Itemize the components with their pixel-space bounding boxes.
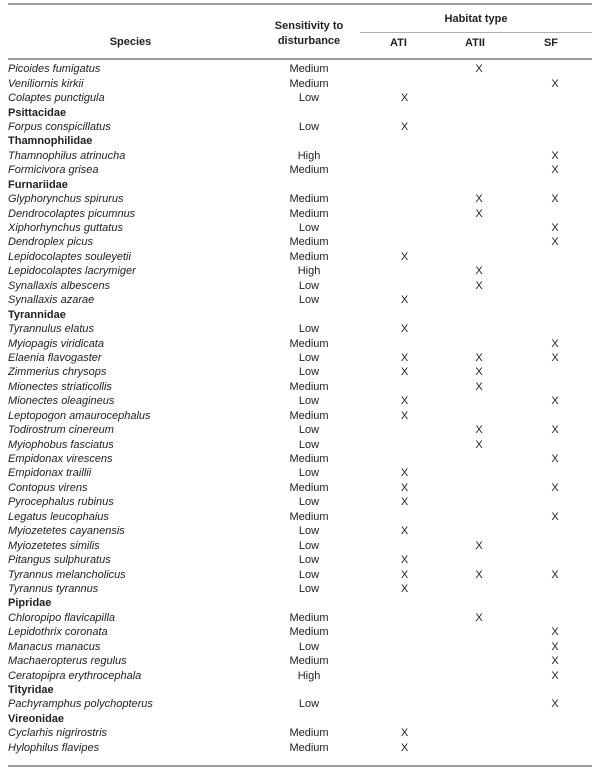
sf-cell (518, 380, 592, 394)
sensitivity-cell: Low (298, 467, 320, 480)
ati-cell: X (400, 294, 409, 307)
table-row (8, 437, 592, 451)
header-ati: ATI (390, 37, 407, 49)
species-name: Manacus manacus (8, 640, 101, 653)
sf-cell: X (551, 164, 559, 177)
table-row (8, 553, 592, 567)
sensitivity-cell: Low (298, 120, 320, 133)
sensitivity-cell: Low (298, 698, 320, 711)
sf-cell: X (551, 337, 559, 350)
ati-cell (369, 221, 440, 235)
sf-cell: X (551, 481, 559, 494)
atii-cell (440, 726, 518, 740)
atii-cell (440, 91, 518, 105)
species-name: Veniliornis kirkii (8, 77, 84, 90)
sf-cell: X (551, 568, 559, 581)
table-row (8, 293, 592, 307)
sf-cell (518, 741, 592, 755)
table-row (8, 466, 592, 480)
table-row (8, 423, 592, 437)
sensitivity-cell: Medium (289, 727, 329, 740)
table-row (8, 163, 592, 177)
sf-cell (518, 62, 592, 76)
table-row (8, 481, 592, 495)
table-row (8, 726, 592, 740)
atii-cell (440, 250, 518, 264)
ati-cell (369, 62, 440, 76)
species-name: Ceratopipra erythrocephala (8, 669, 142, 682)
sf-cell: X (551, 510, 559, 523)
ati-cell: X (400, 525, 409, 538)
species-name: Myiophobus fasciatus (8, 438, 114, 451)
family-row (8, 178, 592, 192)
family-name: Psittacidae (8, 106, 67, 119)
sf-cell (518, 250, 592, 264)
family-row (8, 307, 592, 321)
species-name: Pitangus sulphuratus (8, 554, 111, 567)
table-row (8, 336, 592, 350)
sf-cell: X (551, 222, 559, 235)
species-name: Mionectes oleagineus (8, 395, 115, 408)
ati-cell: X (400, 568, 409, 581)
species-name: Empidonax traillii (8, 467, 92, 480)
sf-cell: X (551, 698, 559, 711)
family-row (8, 105, 592, 119)
atii-cell (440, 394, 518, 408)
ati-cell: X (400, 554, 409, 567)
sensitivity-cell: Low (298, 438, 320, 451)
ati-cell (369, 163, 440, 177)
header-atii: ATII (465, 37, 485, 49)
species-name: Synallaxis azarae (8, 294, 95, 307)
sf-cell: X (551, 640, 559, 653)
species-name: Tyrannulus elatus (8, 323, 95, 336)
sensitivity-cell: Low (298, 554, 320, 567)
ati-cell: X (400, 395, 409, 408)
sensitivity-cell: Low (298, 568, 320, 581)
family-row (8, 712, 592, 726)
table-row (8, 538, 592, 552)
table-row (8, 235, 592, 249)
table-row (8, 76, 592, 90)
species-name: Legatus leucophaius (8, 510, 109, 523)
sensitivity-cell: Medium (289, 453, 329, 466)
ati-cell: X (400, 741, 409, 754)
sensitivity-cell: Low (298, 525, 320, 538)
atii-cell (440, 221, 518, 235)
ati-cell: X (400, 409, 409, 422)
species-name: Todirostrum cinereum (8, 424, 114, 437)
ati-cell (369, 206, 440, 220)
species-name: Lepidocolaptes souleyetii (8, 250, 131, 263)
sensitivity-cell: Medium (289, 193, 329, 206)
table-row (8, 668, 592, 682)
sensitivity-cell: Medium (289, 337, 329, 350)
ati-cell (369, 668, 440, 682)
header-rule (8, 58, 592, 60)
sensitivity-cell: Low (298, 539, 320, 552)
table-row (8, 365, 592, 379)
atii-cell (440, 163, 518, 177)
atii-cell: X (475, 438, 483, 451)
family-row (8, 134, 592, 148)
sensitivity-cell: Medium (289, 380, 329, 393)
species-name: Contopus virens (8, 481, 88, 494)
sf-cell (518, 322, 592, 336)
atii-cell: X (475, 380, 483, 393)
species-name: Tyrannus tyrannus (8, 582, 99, 595)
sensitivity-cell: High (297, 669, 321, 682)
ati-cell (369, 640, 440, 654)
atii-cell (440, 668, 518, 682)
ati-cell: X (400, 323, 409, 336)
sf-cell (518, 120, 592, 134)
table-row (8, 322, 592, 336)
species-name: Cyclarhis nigrirostris (8, 727, 108, 740)
atii-cell (440, 553, 518, 567)
ati-cell (369, 697, 440, 711)
atii-cell: X (475, 568, 483, 581)
sf-cell (518, 365, 592, 379)
sf-cell: X (551, 236, 559, 249)
sf-cell (518, 495, 592, 509)
bottom-rule (8, 765, 592, 767)
table-row (8, 380, 592, 394)
species-name: Empidonax virescens (8, 453, 113, 466)
sf-cell (518, 466, 592, 480)
sf-cell: X (551, 655, 559, 668)
table-row (8, 221, 592, 235)
sensitivity-cell: Medium (289, 164, 329, 177)
header-habitat-type: Habitat type (444, 13, 508, 25)
family-name: Pipridae (8, 597, 52, 610)
sensitivity-cell: Medium (289, 63, 329, 76)
atii-cell: X (475, 366, 483, 379)
ati-cell: X (400, 92, 409, 105)
atii-cell (440, 524, 518, 538)
atii-cell (440, 654, 518, 668)
species-name: Picoides fumigatus (8, 63, 101, 76)
header-sensitivity-line2: disturbance (277, 35, 341, 47)
atii-cell (440, 741, 518, 755)
sf-cell: X (551, 453, 559, 466)
ati-cell: X (400, 481, 409, 494)
sf-cell (518, 279, 592, 293)
table-body (8, 62, 592, 755)
sensitivity-cell: Low (298, 395, 320, 408)
atii-cell: X (475, 424, 483, 437)
sf-cell (518, 293, 592, 307)
table-row (8, 640, 592, 654)
sensitivity-cell: Low (298, 92, 320, 105)
species-name: Machaeropterus regulus (8, 655, 127, 668)
sf-cell (518, 726, 592, 740)
atii-cell (440, 336, 518, 350)
ati-cell: X (400, 250, 409, 263)
ati-cell: X (400, 366, 409, 379)
sf-cell: X (551, 149, 559, 162)
ati-cell: X (400, 120, 409, 133)
header-species: Species (109, 36, 152, 48)
sensitivity-cell: Low (298, 222, 320, 235)
atii-cell: X (475, 279, 483, 292)
sensitivity-cell: Medium (289, 77, 329, 90)
atii-cell (440, 409, 518, 423)
atii-cell (440, 510, 518, 524)
sensitivity-cell: Medium (289, 655, 329, 668)
atii-cell (440, 76, 518, 90)
sensitivity-cell: High (297, 265, 321, 278)
table-row (8, 279, 592, 293)
sensitivity-cell: Low (298, 323, 320, 336)
ati-cell (369, 380, 440, 394)
atii-cell (440, 582, 518, 596)
family-name: Tyrannidae (8, 308, 66, 321)
atii-cell (440, 293, 518, 307)
species-name: Elaenia flavogaster (8, 351, 102, 364)
family-row (8, 596, 592, 610)
ati-cell (369, 279, 440, 293)
family-name: Vireonidae (8, 712, 65, 725)
ati-cell (369, 149, 440, 163)
species-name: Dendrocolaptes picumnus (8, 207, 136, 220)
ati-cell: X (400, 496, 409, 509)
table-row (8, 495, 592, 509)
table-row (8, 611, 592, 625)
table-row (8, 351, 592, 365)
table-row (8, 250, 592, 264)
species-name: Pachyramphus polychopterus (8, 698, 153, 711)
sensitivity-cell: Low (298, 294, 320, 307)
species-name: Chloropipo flavicapilla (8, 611, 116, 624)
atii-cell (440, 495, 518, 509)
table-row (8, 206, 592, 220)
atii-cell (440, 466, 518, 480)
top-rule (8, 3, 592, 5)
sf-cell (518, 538, 592, 552)
species-name: Zimmerius chrysops (8, 366, 107, 379)
sf-cell (518, 524, 592, 538)
table-row (8, 567, 592, 581)
sf-cell: X (551, 351, 559, 364)
table-row (8, 394, 592, 408)
atii-cell (440, 322, 518, 336)
table-row (8, 120, 592, 134)
sf-cell (518, 553, 592, 567)
ati-cell (369, 538, 440, 552)
species-name: Mionectes striaticollis (8, 380, 112, 393)
species-name: Hylophilus flavipes (8, 741, 100, 754)
sf-cell: X (551, 626, 559, 639)
ati-cell (369, 192, 440, 206)
species-name: Xiphorhynchus guttatus (8, 222, 123, 235)
table-row (8, 91, 592, 105)
sensitivity-cell: Low (298, 279, 320, 292)
atii-cell: X (475, 539, 483, 552)
sensitivity-cell: Medium (289, 611, 329, 624)
table-row (8, 741, 592, 755)
species-name: Lepidothrix coronata (8, 626, 108, 639)
species-name: Myiozetetes similis (8, 539, 100, 552)
atii-cell (440, 625, 518, 639)
sf-cell: X (551, 424, 559, 437)
table-row (8, 264, 592, 278)
atii-cell: X (475, 351, 483, 364)
table-row (8, 524, 592, 538)
atii-cell (440, 481, 518, 495)
species-name: Pyrocephalus rubinus (8, 496, 114, 509)
ati-cell: X (400, 582, 409, 595)
sensitivity-cell: Low (298, 496, 320, 509)
table-row (8, 697, 592, 711)
sensitivity-cell: Low (298, 351, 320, 364)
sensitivity-cell: Medium (289, 741, 329, 754)
family-name: Furnariidae (8, 178, 68, 191)
species-name: Colaptes punctigula (8, 92, 105, 105)
sensitivity-cell: Medium (289, 207, 329, 220)
sensitivity-cell: Medium (289, 250, 329, 263)
table-row (8, 149, 592, 163)
table-row (8, 409, 592, 423)
sensitivity-cell: Medium (289, 409, 329, 422)
sf-cell (518, 611, 592, 625)
family-name: Thamnophilidae (8, 135, 93, 148)
sf-cell: X (551, 669, 559, 682)
species-name: Leptopogon amaurocephalus (8, 409, 151, 422)
ati-cell (369, 510, 440, 524)
ati-cell (369, 235, 440, 249)
sensitivity-cell: Low (298, 366, 320, 379)
atii-cell: X (475, 207, 483, 220)
ati-cell (369, 336, 440, 350)
species-name: Lepidocolaptes lacrymiger (8, 265, 136, 278)
table-row (8, 62, 592, 76)
header-sensitivity-line1: Sensitivity to (274, 20, 344, 32)
ati-cell (369, 452, 440, 466)
header-sf: SF (543, 37, 559, 49)
table-row (8, 625, 592, 639)
sf-cell: X (551, 395, 559, 408)
species-name: Dendroplex picus (8, 236, 93, 249)
atii-cell: X (475, 63, 483, 76)
sf-cell: X (551, 77, 559, 90)
table-row (8, 192, 592, 206)
sensitivity-cell: Medium (289, 510, 329, 523)
atii-cell (440, 640, 518, 654)
sf-cell (518, 437, 592, 451)
sensitivity-cell: High (297, 149, 321, 162)
ati-cell (369, 611, 440, 625)
table-row (8, 582, 592, 596)
sf-cell (518, 582, 592, 596)
sensitivity-cell: Low (298, 424, 320, 437)
atii-cell (440, 452, 518, 466)
family-row (8, 683, 592, 697)
ati-cell (369, 625, 440, 639)
sf-cell (518, 264, 592, 278)
habitat-subrule (360, 32, 592, 33)
sf-cell (518, 409, 592, 423)
species-name: Tyrannus melancholicus (8, 568, 126, 581)
ati-cell (369, 654, 440, 668)
table-row (8, 452, 592, 466)
ati-cell: X (400, 467, 409, 480)
species-name: Formicivora grisea (8, 164, 99, 177)
sensitivity-cell: Low (298, 582, 320, 595)
sf-cell (518, 91, 592, 105)
species-name: Thamnophilus atrinucha (8, 149, 126, 162)
atii-cell (440, 120, 518, 134)
species-name: Forpus conspicillatus (8, 120, 111, 133)
species-name: Glyphorynchus spirurus (8, 193, 124, 206)
species-name: Myiopagis viridicata (8, 337, 104, 350)
sf-cell (518, 206, 592, 220)
table-row (8, 654, 592, 668)
atii-cell (440, 697, 518, 711)
sensitivity-cell: Medium (289, 481, 329, 494)
sensitivity-cell: Medium (289, 626, 329, 639)
atii-cell (440, 235, 518, 249)
atii-cell: X (475, 265, 483, 278)
ati-cell (369, 264, 440, 278)
sensitivity-cell: Medium (289, 236, 329, 249)
ati-cell (369, 423, 440, 437)
species-name: Myiozetetes cayanensis (8, 525, 125, 538)
atii-cell: X (475, 611, 483, 624)
atii-cell (440, 149, 518, 163)
ati-cell: X (400, 351, 409, 364)
table-row (8, 510, 592, 524)
atii-cell: X (475, 193, 483, 206)
family-name: Tityridae (8, 684, 54, 697)
sf-cell: X (551, 193, 559, 206)
ati-cell (369, 76, 440, 90)
species-name: Synallaxis albescens (8, 279, 111, 292)
sensitivity-cell: Low (298, 640, 320, 653)
ati-cell (369, 437, 440, 451)
ati-cell: X (400, 727, 409, 740)
